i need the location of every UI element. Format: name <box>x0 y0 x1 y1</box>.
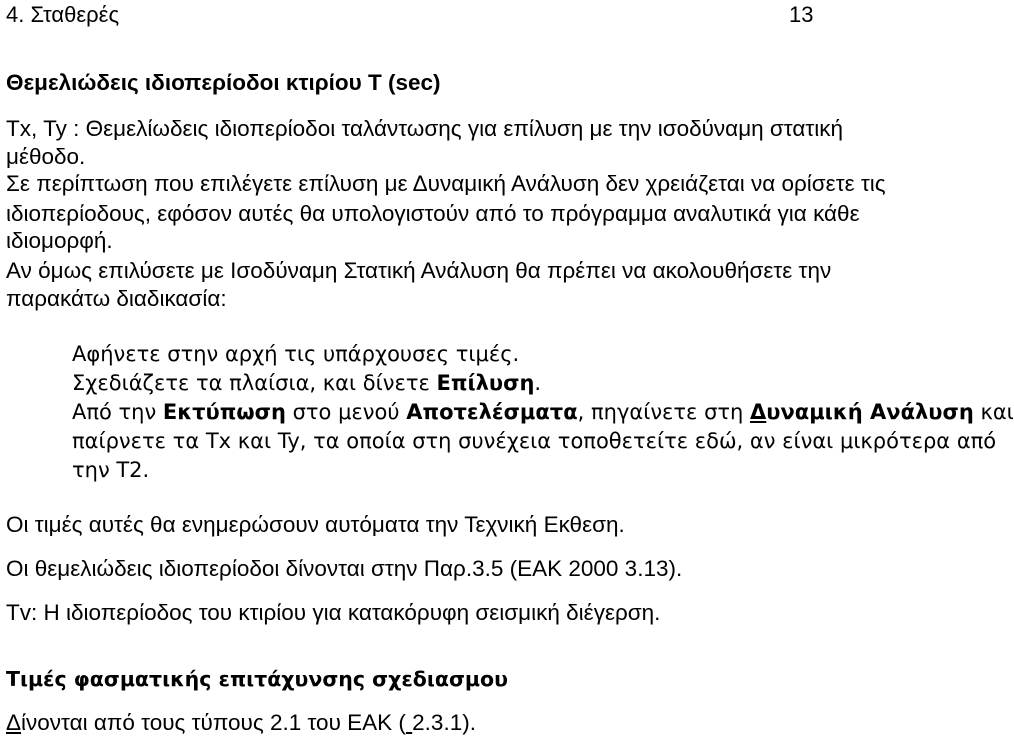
spectral-text: 2.3.1). <box>412 710 476 735</box>
procedure-step-3-line-3: την T2. <box>72 458 150 482</box>
procedure-step-1: Αφήνετε στην αρχή τις υπάρχουσες τιμές. <box>72 342 520 366</box>
step3-bold-dynamiki-analysi: υναμική Ανάλυση <box>766 400 974 424</box>
step2-bold-epilysi: Επίλυση <box>436 371 535 395</box>
paragraph-line: ιδιομορφή. <box>6 228 113 253</box>
step3-bold-apotelesmata: Αποτελέσματα <box>406 400 578 424</box>
paragraph-line: ιδιοπερίοδους, εφόσον αυτές θα υπολογιστούν από το πρόγραμμα αναλυτικά για κάθε <box>6 201 860 226</box>
underlined-letter: Δ <box>6 710 22 735</box>
paragraph-line: μέθοδο. <box>6 144 86 169</box>
note-line: Tv: Η ιδιοπερίοδος του κτιρίου για κατακόρυφη σεισμική διέγερση. <box>6 600 661 625</box>
note-line: Οι θεμελιώδεις ιδιοπερίοδοι δίνονται στην Παρ.3.5 (ΕΑΚ 2000 3.13). <box>6 556 683 581</box>
paragraph-line: Tx, Ty : Θεμελίωδεις ιδιοπερίοδοι ταλάντωσης για επίλυση με την ισοδύναμη στατική <box>6 116 844 141</box>
procedure-step-3-line-2: παίρνετε τα Tx και Ty, τα οποία στη συνέχεια τοποθετείτε εδώ, αν είναι μικρότερα από <box>72 429 997 453</box>
note-line: Οι τιμές αυτές θα ενημερώσουν αυτόματα την Τεχνική Εκθεση. <box>6 512 625 537</box>
page-number: 13 <box>789 2 814 27</box>
spectral-text: ίνονται από τους τύπους 2.1 του ΕΑΚ ( <box>21 710 406 735</box>
step2-end: . <box>534 371 542 395</box>
procedure-step-3 <box>72 399 1014 425</box>
step3-bold-ektyposi: Εκτύπωση <box>162 400 286 424</box>
paragraph-line: Αν όμως επιλύσετε με Ισοδύναμη Στατική Ανάλυση θα πρέπει να ακολουθήσετε την <box>6 258 832 283</box>
step3-text: και <box>973 400 1014 424</box>
spectral-paragraph <box>6 710 476 736</box>
step2-text: Σχεδιάζετε τα πλαίσια, και δίνετε <box>72 371 437 395</box>
paragraph-line: Σε περίπτωση που επιλέγετε επίλυση με Δυναμική Ανάλυση δεν χρειάζεται να ορίσετε τις <box>6 171 886 196</box>
paragraph-line: παρακάτω διαδικασία: <box>6 286 227 311</box>
step3-text: , πηγαίνετε στη <box>577 400 751 424</box>
step3-text: Από την <box>72 400 163 424</box>
section-title-periods: Θεμελιώδεις ιδιοπερίοδοι κτιρίου T (sec) <box>6 70 441 95</box>
section-title-spectral: Τιμές φασματικής επιτάχυνσης σχεδιασμου <box>6 667 508 691</box>
step3-underlined-letter: Δ <box>750 400 767 424</box>
step3-text: στο μενού <box>285 400 407 424</box>
procedure-step-2 <box>72 370 541 396</box>
chapter-heading: 4. Σταθερές <box>6 2 120 27</box>
